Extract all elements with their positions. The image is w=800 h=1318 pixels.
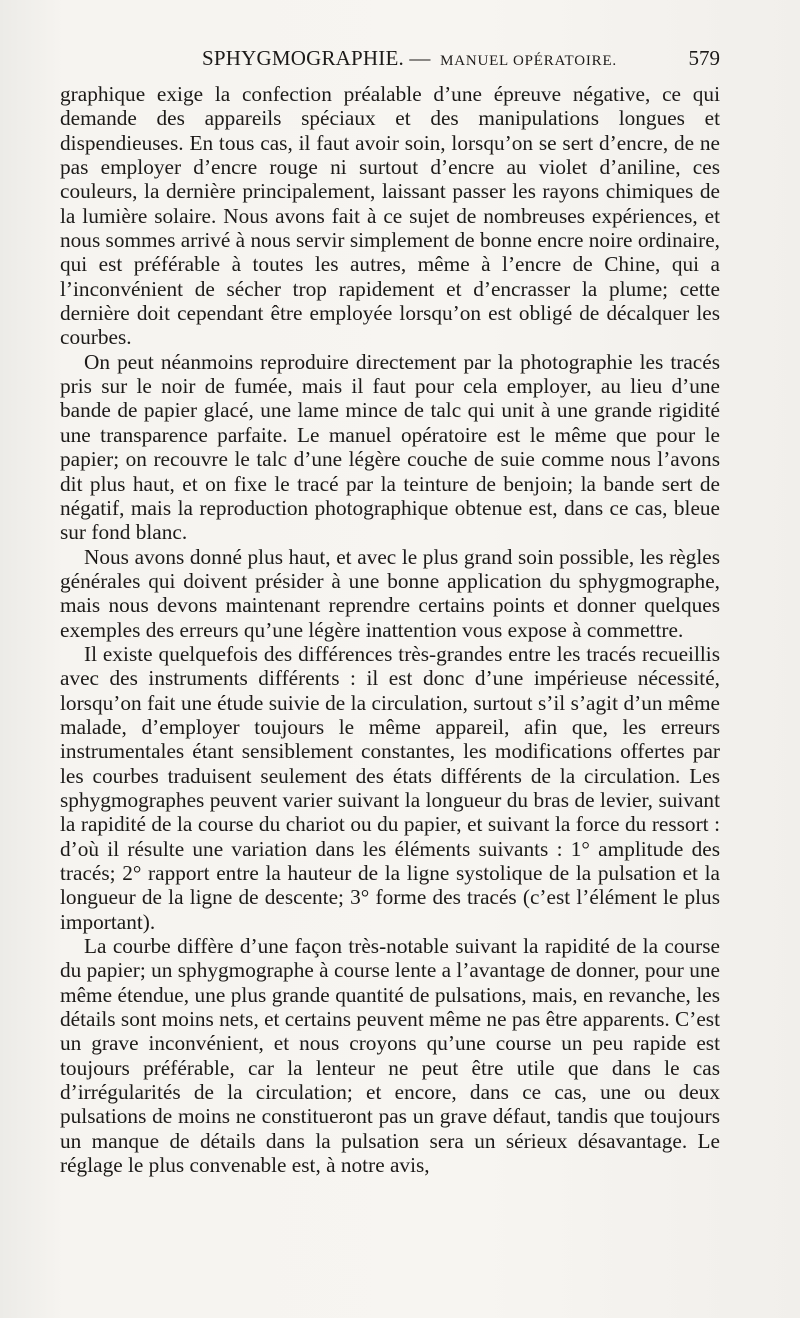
header-subtitle: MANUEL OPÉRATOIRE. [440, 53, 617, 69]
paragraph-4: Il existe quelquefois des différences très-grandes entre les tracés recueillis avec des instruments différents : il est donc d’une impérieuse nécessité, lorsqu’on fait une étude suivie de la circulation, surtout s’il s’agit d’un même malade, d’employer toujours le même appareil, afin que, les erreurs instrumentales étant sensiblement constantes, les modifications offertes par les courbes traduisent seulement des états différents de la circulation. Les sphygmographes peuvent varier suivant la longueur du bras de levier, suivant la rapidité de la course du chariot ou du papier, et suivant la force du ressort : d’où il résulte une variation dans les éléments suivants : 1° amplitude des tracés; 2° rapport entre la hauteur de la ligne systolique de la pulsation et la longueur de la ligne de descente; 3° forme des tracés (c’est l’élément le plus important). [60, 641, 720, 934]
paragraph-2: On peut néanmoins reproduire directement par la photographie les tracés pris sur le noir de fumée, mais il faut pour cela employer, au lieu d’une bande de papier glacé, une lame mince de talc qui unit à une grande rigidité une transparence parfaite. Le manuel opératoire est le même que pour le papier; on recouvre le talc d’une légère couche de suie comme nous l’avons dit plus haut, et on fixe le tracé par la teinture de benjoin; la bande sert de négatif, mais la reproduction photographique obtenue est, dans ce cas, bleue sur fond blanc. [60, 349, 720, 545]
paragraph-3: Nous avons donné plus haut, et avec le plus grand soin possible, les règles générales qui doivent présider à une bonne application du sphygmographe, mais nous devons maintenant reprendre certains points et donner quelques exemples des erreurs qu’une légère inattention vous expose à commettre. [60, 544, 720, 642]
header-dash: — [409, 46, 431, 70]
paragraph-5: La courbe diffère d’une façon très-notable suivant la rapidité de la course du papier; un sphygmographe à course lente a l’avantage de donner, pour une même étendue, une plus grande quantité de pulsations, mais, en revanche, les détails sont moins nets, et certains peuvent même ne pas être apparents. C’est un grave inconvénient, et nous croyons qu’une course un peu rapide est toujours préférable, car la lenteur ne peut être utile que dans le cas d’irrégularités de la circulation; et encore, dans ce cas, une ou deux pulsations de moins ne constitueront pas un grave défaut, tandis que toujours un manque de détails dans la pulsation sera un sérieux désavantage. Le réglage le plus convenable est, à notre avis, [60, 934, 721, 1178]
paragraph-1: graphique exige la confection préalable d’une épreuve négative, ce qui demande des appareils spéciaux et des manipulations longues et dispendieuses. En tous cas, il faut avoir soin, lorsqu’on se sert d’encre, de ne pas employer d’encre rouge ni surtout d’encre au violet d’aniline, ces couleurs, la dernière principalement, laissant passer les rayons chimiques de la lumière solaire. Nous avons fait à ce sujet de nombreuses expériences, et nous sommes arrivé à nous servir simplement de bonne encre noire ordinaire, qui est préférable à toutes les autres, même à l’encre de Chine, qui a l’inconvénient de sécher trop rapidement et d’encrasser la plume; cette dernière doit cependant être employée lorsqu’on est obligé de décalquer les courbes. [60, 82, 721, 350]
header-title: SPHYGMOGRAPHIE. [202, 46, 404, 70]
body-text [60, 82, 720, 1177]
running-header [60, 46, 720, 76]
page-number: 579 [688, 46, 720, 70]
running-title [202, 46, 617, 71]
